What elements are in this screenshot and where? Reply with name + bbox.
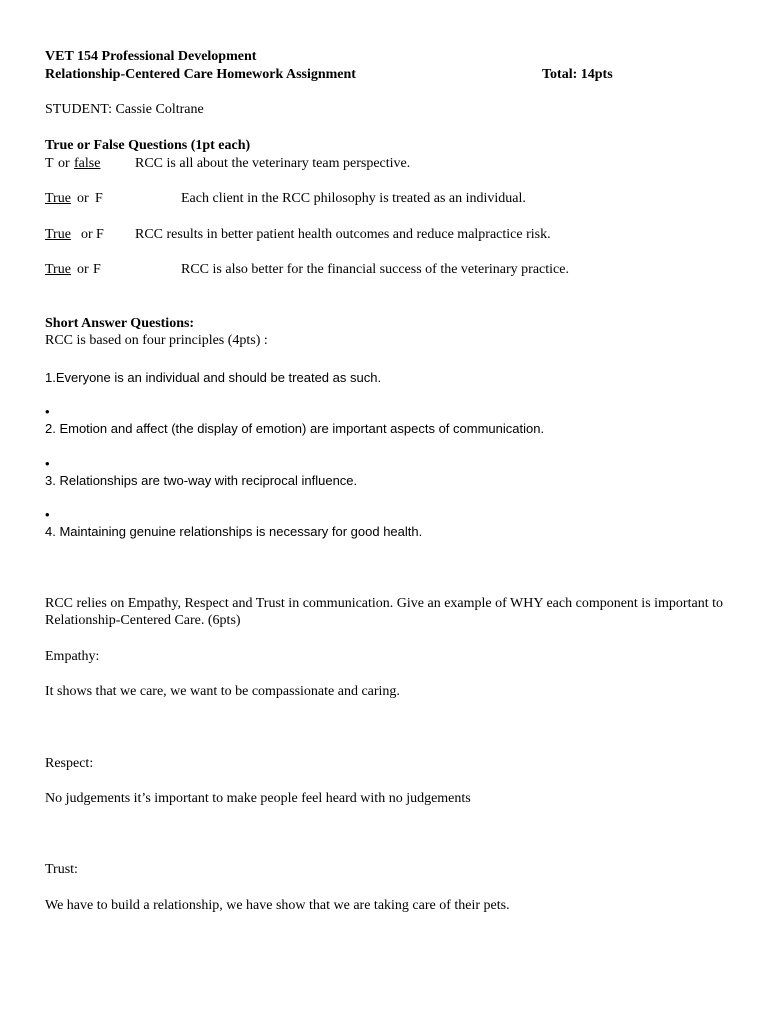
- component-answer-respect: No judgements it’s important to make people feel heard with no judgements: [45, 791, 471, 806]
- tf-statement: RCC results in better patient health outcomes and reduce malpractice risk.: [135, 227, 551, 242]
- principle-item: 1.Everyone is an individual and should be treated as such.: [45, 370, 382, 385]
- tf-statement: Each client in the RCC philosophy is treated as an individual.: [181, 191, 526, 206]
- tf-option-true: True: [45, 227, 71, 242]
- tf-separator: or: [77, 262, 89, 277]
- bullet-marker: •: [45, 507, 50, 522]
- principle-item: 4. Maintaining genuine relationships is necessary for good health.: [45, 524, 423, 539]
- principle-item: 2. Emotion and affect (the display of emotion) are important aspects of communication.: [45, 421, 545, 436]
- components-prompt: RCC relies on Empathy, Respect and Trust in communication. Give an example of WHY each component is important to Relationship-Centered Care. (6pts): [45, 596, 723, 628]
- assignment-title: Relationship-Centered Care Homework Assignment: [45, 67, 356, 82]
- principle-item: 3. Relationships are two-way with reciprocal influence.: [45, 473, 358, 488]
- tf-separator: or: [77, 191, 89, 206]
- tf-separator: or: [58, 156, 70, 171]
- course-title: VET 154 Professional Development: [45, 49, 257, 64]
- bullet-marker: •: [45, 404, 50, 419]
- tf-option-true: True: [45, 191, 71, 206]
- component-answer-empathy: It shows that we care, we want to be compassionate and caring.: [45, 684, 400, 699]
- true-false-heading: True or False Questions (1pt each): [45, 138, 251, 153]
- component-label-trust: Trust:: [45, 862, 78, 877]
- component-label-respect: Respect:: [45, 756, 94, 771]
- bullet-marker: •: [45, 456, 50, 471]
- component-answer-trust: We have to build a relationship, we have show that we are taking care of their pets.: [45, 898, 510, 913]
- tf-option-false: F: [93, 262, 101, 277]
- tf-option-false: F: [95, 191, 103, 206]
- component-label-empathy: Empathy:: [45, 649, 100, 664]
- short-answer-heading: Short Answer Questions:: [45, 316, 195, 331]
- tf-separator: or: [81, 227, 93, 242]
- tf-option-false: F: [96, 227, 104, 242]
- tf-option-true: T: [45, 156, 54, 171]
- principles-prompt: RCC is based on four principles (4pts) :: [45, 333, 268, 348]
- tf-option-false: false: [74, 156, 101, 171]
- tf-option-true: True: [45, 262, 71, 277]
- total-points: Total: 14pts: [542, 67, 613, 82]
- tf-statement: RCC is also better for the financial success of the veterinary practice.: [181, 262, 569, 277]
- student-name: STUDENT: Cassie Coltrane: [45, 102, 204, 117]
- tf-statement: RCC is all about the veterinary team perspective.: [135, 156, 411, 171]
